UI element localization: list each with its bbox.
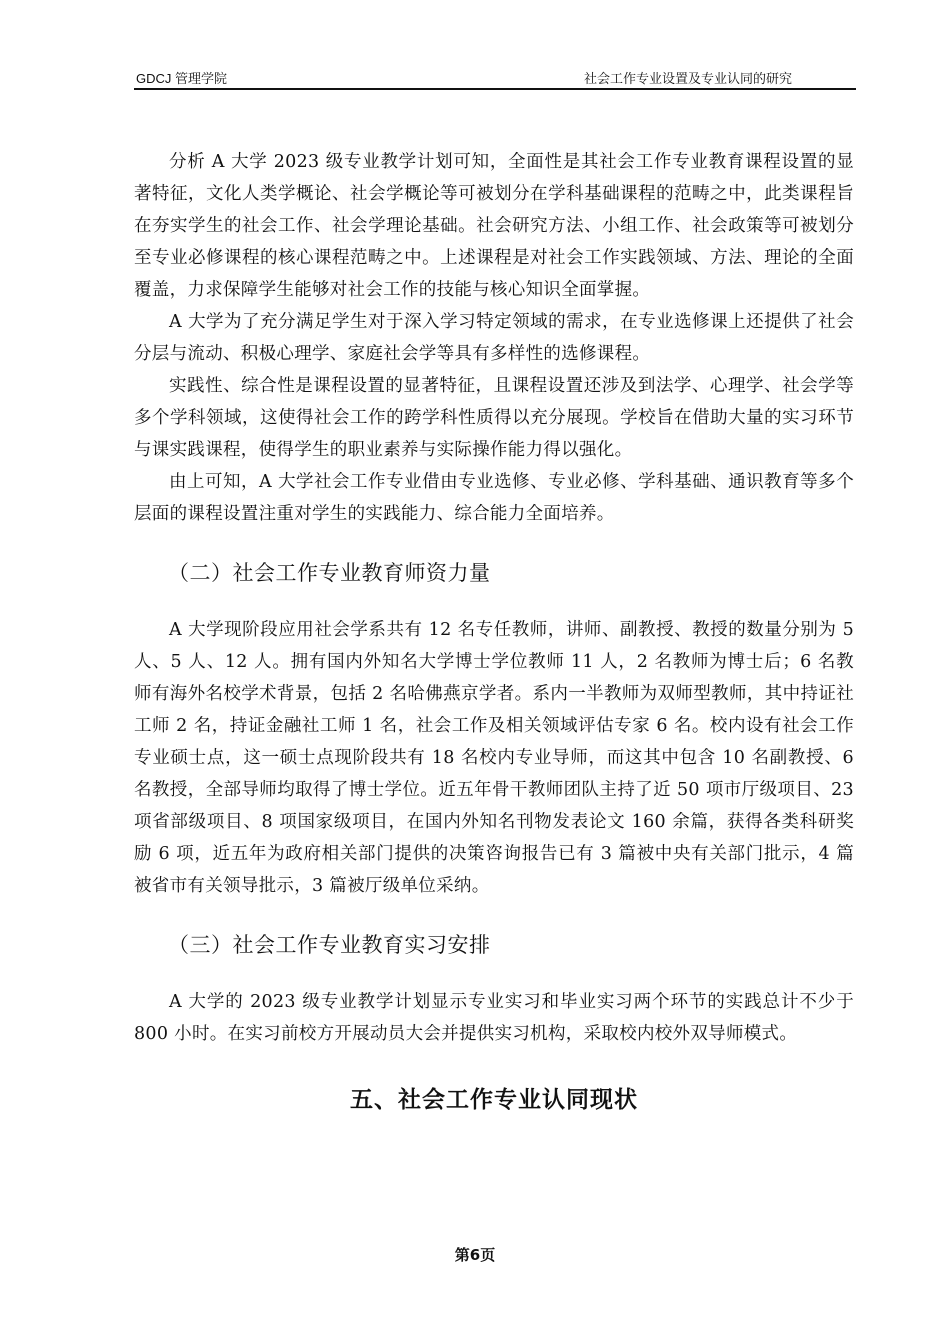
paragraph-faculty: A 大学现阶段应用社会学系共有 12 名专任教师，讲师、副教授、教授的数量分别为 5 人、5 人、12 人。拥有国内外知名大学博士学位教师 11 人，2 名教师为博士后；6 名教师有海外名校学术背景，包括 2 名哈佛燕京学者。系内一半教师为双师型教师，其中持证社工师 2 名，持证金融社工师 1 名，社会工作及相关领域评估专家 6 名。校内设有社会工作专业硕士点，这一硕士点现阶段共有 18 名校内专业导师，而这其中包含 10 名副教授、6 名教授，全部导师均取得了博士学位。近五年骨干教师团队主持了近 50 项市厅级项目、23 项省部级项目、8 项国家级项目，在国内外知名刊物发表论文 160 余篇，获得各类科研奖励 6 项，近五年为政府相关部门提供的决策咨询报告已有 3 篇被中央有关部门批示，4 篇被省市有关领导批示，3 篇被厅级单位采纳。 <box>134 620 854 896</box>
paragraph-summary: 由上可知，A 大学社会工作专业借由专业选修、专业必修、学科基础、通识教育等多个层面的课程设置注重对学生的实践能力、综合能力全面培养。 <box>134 472 854 524</box>
header-paper-title: 社会工作专业设置及专业认同的研究 <box>583 71 792 86</box>
chapter-heading-identity: 五、社会工作专业认同现状 <box>350 1087 638 1113</box>
paragraph-internship: A 大学的 2023 级专业教学计划显示专业实习和毕业实习两个环节的实践总计不少于 800 小时。在实习前校方开展动员大会并提供实习机构，采取校内校外双导师模式。 <box>134 992 854 1044</box>
section-heading-faculty: （二）社会工作专业教育师资力量 <box>168 561 491 585</box>
header-institution: GDCJ 管理学院 <box>136 71 228 86</box>
paragraph-practice: 实践性、综合性是课程设置的显著特征，且课程设置还涉及到法学、心理学、社会学等多个学科领域，这使得社会工作的跨学科性质得以充分展现。学校旨在借助大量的实习环节与课实践课程，使得学生的职业素养与实际操作能力得以强化。 <box>134 376 854 460</box>
paragraph-curriculum-overview: 分析 A 大学 2023 级专业教学计划可知，全面性是其社会工作专业教育课程设置的显著特征，文化人类学概论、社会学概论等可被划分在学科基础课程的范畴之中，此类课程旨在夯实学生的社会工作、社会学理论基础。社会研究方法、小组工作、社会政策等可被划分至专业必修课程的核心课程范畴之中。上述课程是对社会工作实践领域、方法、理论的全面覆盖，力求保障学生能够对社会工作的技能与核心知识全面掌握。 <box>134 152 854 300</box>
running-header <box>134 70 856 90</box>
page-body <box>134 146 854 1116</box>
paragraph-electives: A 大学为了充分满足学生对于深入学习特定领域的需求，在专业选修课上还提供了社会分层与流动、积极心理学、家庭社会学等具有多样性的选修课程。 <box>134 312 854 364</box>
page-number: 第6页 <box>454 1246 496 1264</box>
section-heading-internship: （三）社会工作专业教育实习安排 <box>168 933 491 957</box>
